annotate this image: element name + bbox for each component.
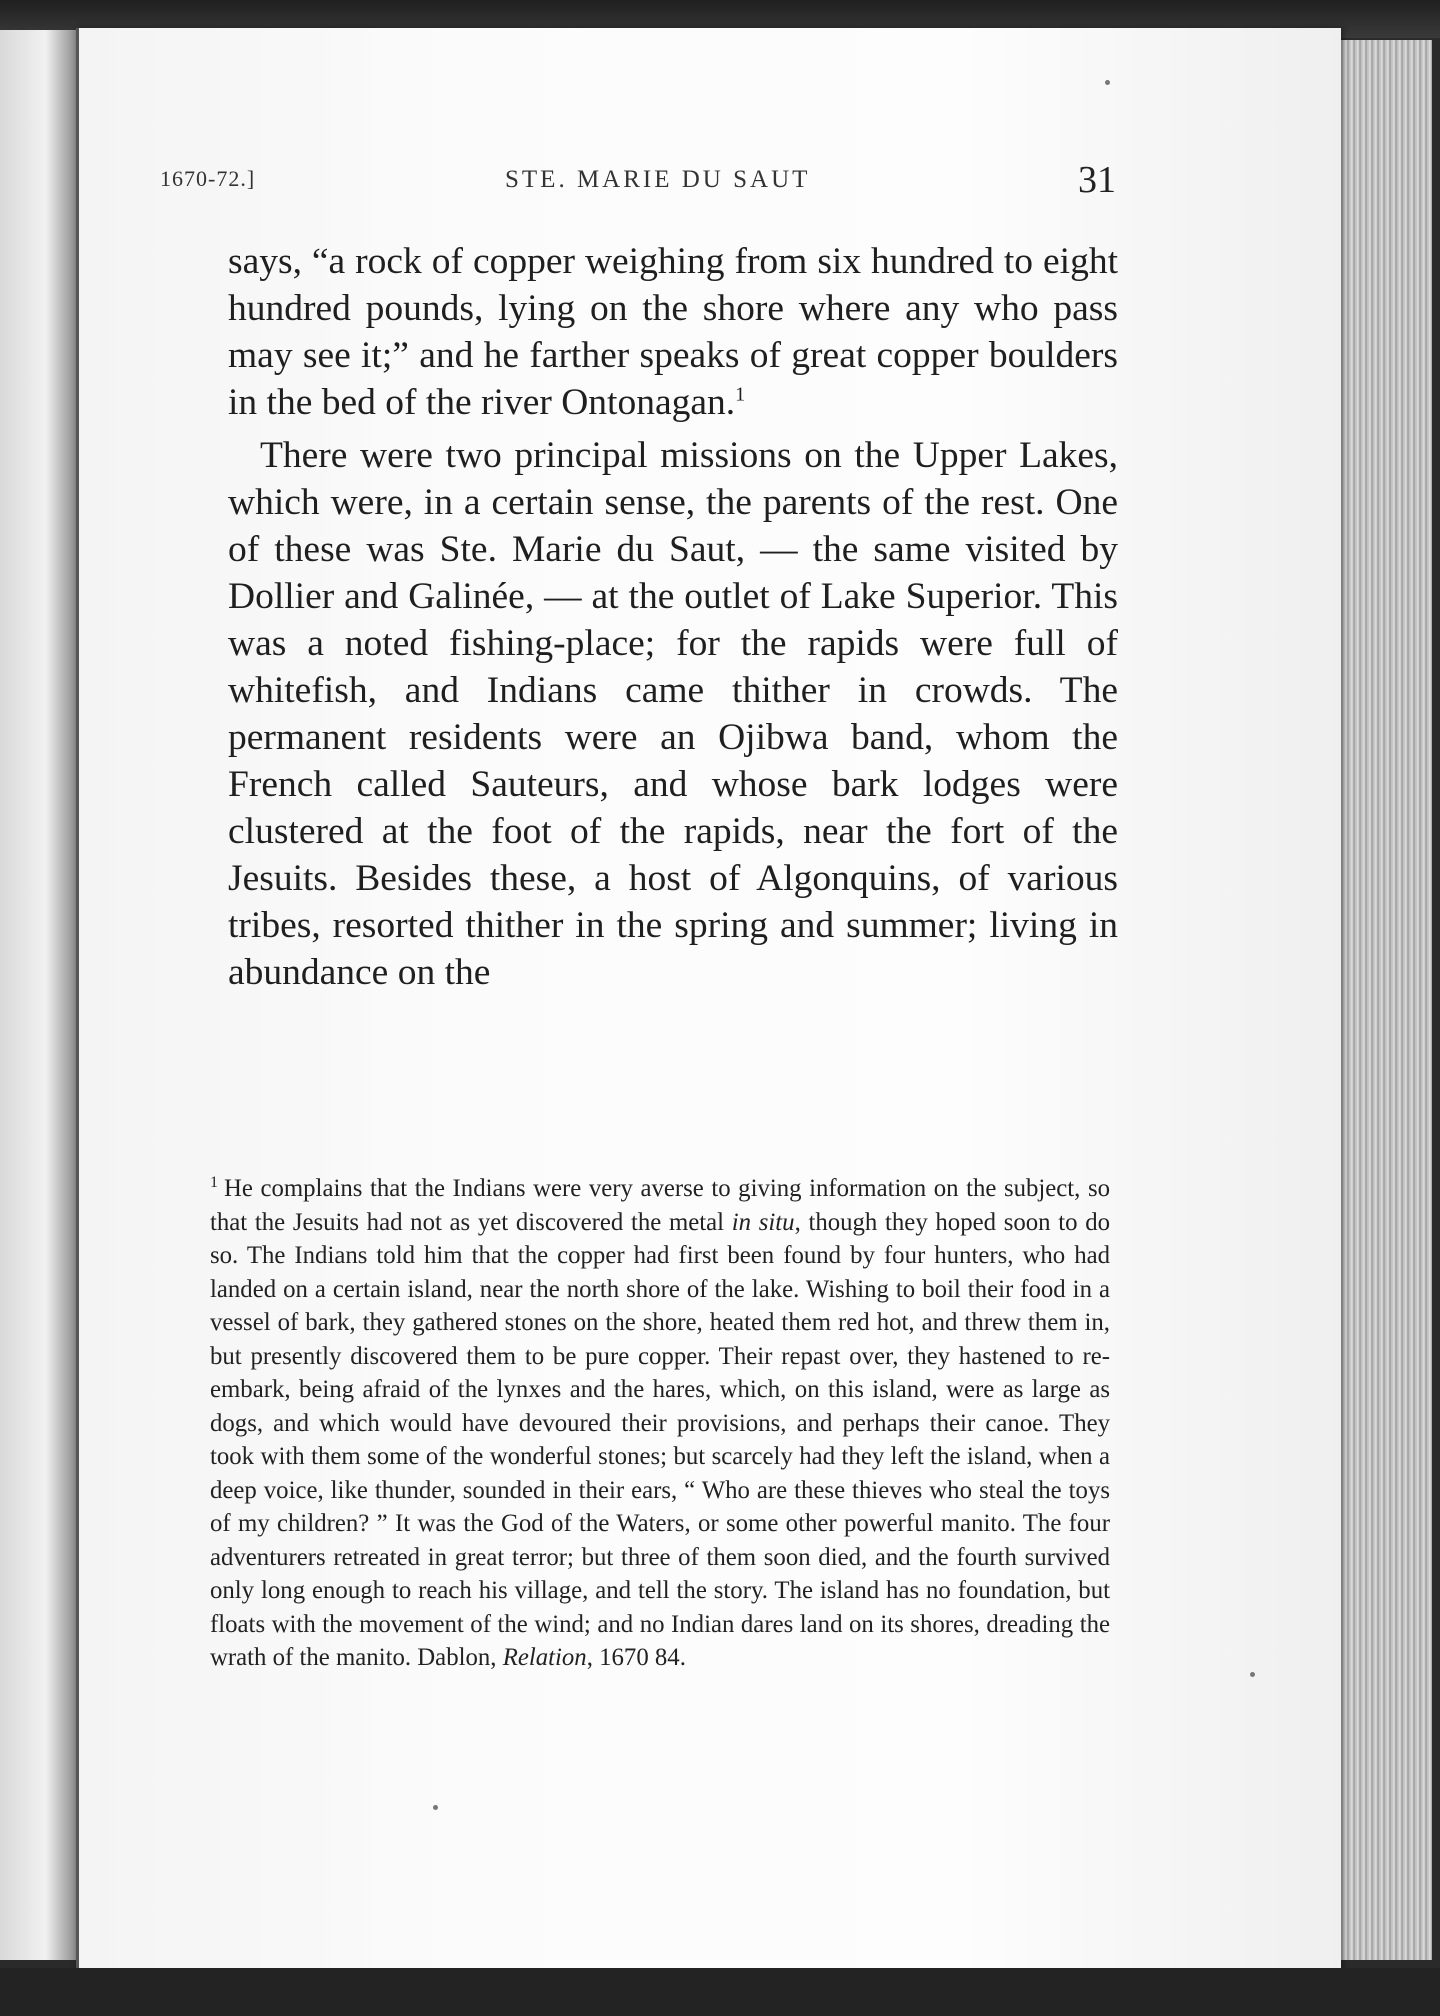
page-block-edges bbox=[1330, 40, 1432, 1960]
footnote-reference: 1 bbox=[735, 383, 746, 406]
footnote-marker: 1 bbox=[210, 1173, 218, 1191]
footnote-italic-relation: Relation bbox=[502, 1644, 587, 1671]
paragraph-1-text: says, “a rock of copper weighing from six hundred to eight hundred pounds, lying on the shore where any who pass may see it;” and he farther speaks of great copper boulders in the bed of the river Ontonagan. bbox=[228, 241, 1118, 423]
paragraph-1 bbox=[228, 238, 1118, 426]
footnote-text-a: He complains that the Indians were very averse to giving information on the subject, so that the Jesuits had not as yet discovered the metal bbox=[210, 1175, 1110, 1236]
scan-speck bbox=[1105, 80, 1110, 85]
footnote-text-b: , though they hoped soon to do so. The Indians told him that the copper had first been found by four hunters, who had landed on a certain island, near the north shore of the lake. Wishing to boil their food in a vessel of bark, they gathered stones on the shore, heated them red hot, and threw them in, but presently discovered them to be pure copper. Their repast over, they hastened to re-embark, being afraid of the lynxes and the hares, which, on this island, were as large as dogs, and which would have devoured their provisions, and perhaps their canoe. They took with them some of the wonderful stones; but scarcely had they left the island, when a deep voice, like thunder, sounded in their ears, “ Who are these thieves who steal the toys of my children? ” It was the God of the Waters, or some other powerful manito. The four adventurers retreated in great terror; but three of them soon died, and the fourth survived only long enough to reach his village, and tell the story. The island has no foundation, but floats with the movement of the wind; and no Indian dares land on its shores, dreading the wrath of the manito. Dablon, bbox=[210, 1208, 1111, 1671]
scan-bottom-shadow bbox=[0, 1968, 1440, 2016]
running-head bbox=[160, 136, 1140, 216]
footnote-text-c: , 1670 84. bbox=[586, 1644, 686, 1671]
scan-speck bbox=[1250, 1672, 1255, 1677]
body-text bbox=[228, 238, 1118, 996]
footnote-italic-in-situ: in situ bbox=[731, 1208, 795, 1236]
scan-speck bbox=[433, 1805, 438, 1810]
facing-page-edge bbox=[0, 30, 76, 1960]
paragraph-2: There were two principal missions on the Upper Lakes, which were, in a certain sense, the parents of the rest. One of these was Ste. Marie du Saut, — the same visited by Dollier and Galinée, — at the outlet of Lake Superior. This was a noted fishing-place; for the rapids were full of whitefish, and Indians came thither in crowds. The permanent residents were an Ojibwa band, whom the French called Sauteurs, and whose bark lodges were clustered at the foot of the rapids, near the fort of the Jesuits. Besides these, a host of Algonquins, of various tribes, resorted thither in the spring and summer; living in abundance on the bbox=[228, 435, 1118, 993]
running-head-title: STE. MARIE DU SAUT bbox=[505, 166, 811, 193]
footnote bbox=[210, 1172, 1110, 1675]
running-head-date-range: 1670-72.] bbox=[160, 166, 256, 191]
page-number: 31 bbox=[1078, 159, 1116, 201]
